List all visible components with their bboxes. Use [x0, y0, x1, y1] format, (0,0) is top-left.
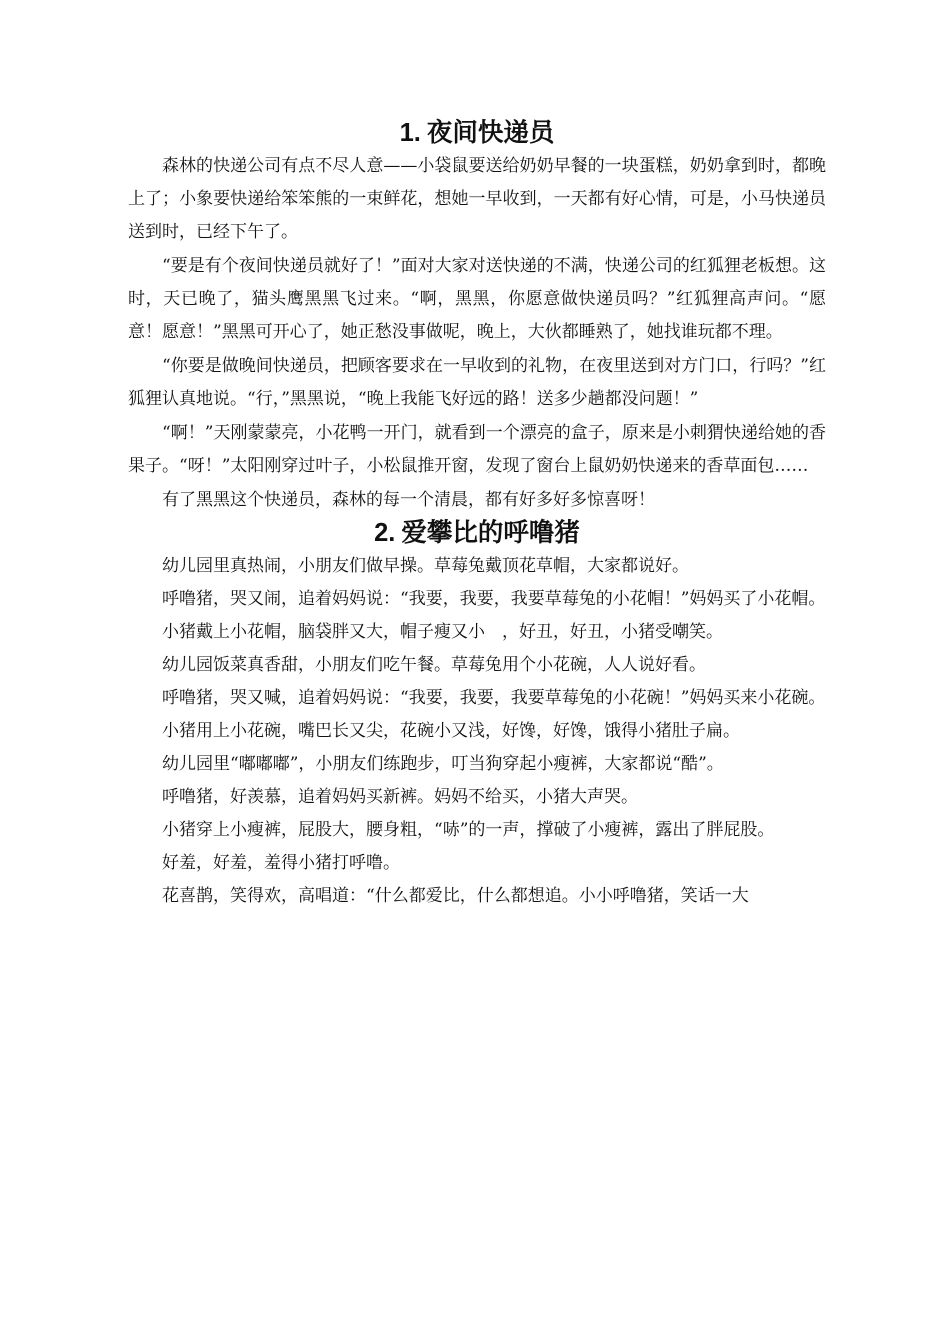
- story-2-paragraph: 幼儿园饭菜真香甜，小朋友们吃午餐。草莓兔用个小花碗，人人说好看。: [162, 655, 706, 675]
- story-2-title-text: 爱攀比的呼噜猪: [401, 518, 580, 548]
- story-2-paragraph: 小猪戴上小花帽，脑袋胖又大，帽子瘦又小 ，好丑，好丑，小猪受嘲笑。: [162, 622, 723, 642]
- story-2: [128, 517, 826, 913]
- story-1-paragraph: “啊！”天刚蒙蒙亮，小花鸭一开门，就看到一个漂亮的盒子，原来是小刺猬快递给她的香果子。“呀！”太阳刚穿过叶子，小松鼠推开窗，发现了窗台上鼠奶奶快递来的香草面包……: [128, 423, 826, 476]
- story-1-title: [128, 117, 826, 150]
- story-1-paragraph: 森林的快递公司有点不尽人意——小袋鼠要送给奶奶早餐的一块蛋糕，奶奶拿到时，都晚上了；小象要快递给笨笨熊的一束鲜花，想她一早收到，一天都有好心情，可是，小马快递员送到时，已经下午了。: [128, 156, 826, 242]
- story-2-paragraph: 幼儿园里真热闹，小朋友们做早操。草莓兔戴顶花草帽，大家都说好。: [162, 556, 689, 576]
- document-content: [128, 117, 826, 913]
- story-1-paragraph: “你要是做晚间快递员，把顾客要求在一早收到的礼物，在夜里送到对方门口，行吗？”红狐狸认真地说。“行，”黑黑说，“晚上我能飞好远的路！送多少趟都没问题！”: [128, 356, 826, 409]
- story-2-paragraph: 花喜鹊，笑得欢，高唱道：“什么都爱比，什么都想追。小小呼噜猪，笑话一大: [162, 886, 749, 906]
- story-1-paragraph: “要是有个夜间快递员就好了！”面对大家对送快递的不满，快递公司的红狐狸老板想。这时，天已晚了，猫头鹰黑黑飞过来。“啊，黑黑，你愿意做快递员吗？”红狐狸高声问。“愿意！愿意！”黑黑可开心了，她正愁没事做呢，晚上，大伙都睡熟了，她找谁玩都不理。: [128, 256, 826, 342]
- story-1-paragraph: 有了黑黑这个快递员，森林的每一个清晨，都有好多好多惊喜呀！: [162, 490, 655, 510]
- story-2-paragraph: 幼儿园里“嘟嘟嘟”，小朋友们练跑步，叮当狗穿起小瘦裤，大家都说“酷”。: [162, 754, 724, 774]
- story-2-paragraph: 呼噜猪，好羡慕，追着妈妈买新裤。妈妈不给买，小猪大声哭。: [162, 787, 638, 807]
- story-2-paragraph: 呼噜猪，哭又喊，追着妈妈说：“我要，我要，我要草莓兔的小花碗！”妈妈买来小花碗。: [162, 688, 826, 708]
- story-1: [128, 117, 826, 517]
- story-2-paragraph: 小猪用上小花碗，嘴巴长又尖，花碗小又浅，好馋，好馋，饿得小猪肚子扁。: [162, 721, 740, 741]
- story-2-paragraph: 小猪穿上小瘦裤，屁股大，腰身粗，“哧”的一声，撑破了小瘦裤，露出了胖屁股。: [162, 820, 775, 840]
- story-2-number: 2.: [374, 519, 396, 547]
- story-2-title: [128, 517, 826, 550]
- story-2-paragraph: 好羞，好羞，羞得小猪打呼噜。: [162, 853, 400, 873]
- story-2-paragraph: 呼噜猪，哭又闹，追着妈妈说：“我要，我要，我要草莓兔的小花帽！”妈妈买了小花帽。: [162, 589, 826, 609]
- story-1-title-text: 夜间快递员: [426, 118, 555, 148]
- story-1-number: 1.: [399, 119, 421, 147]
